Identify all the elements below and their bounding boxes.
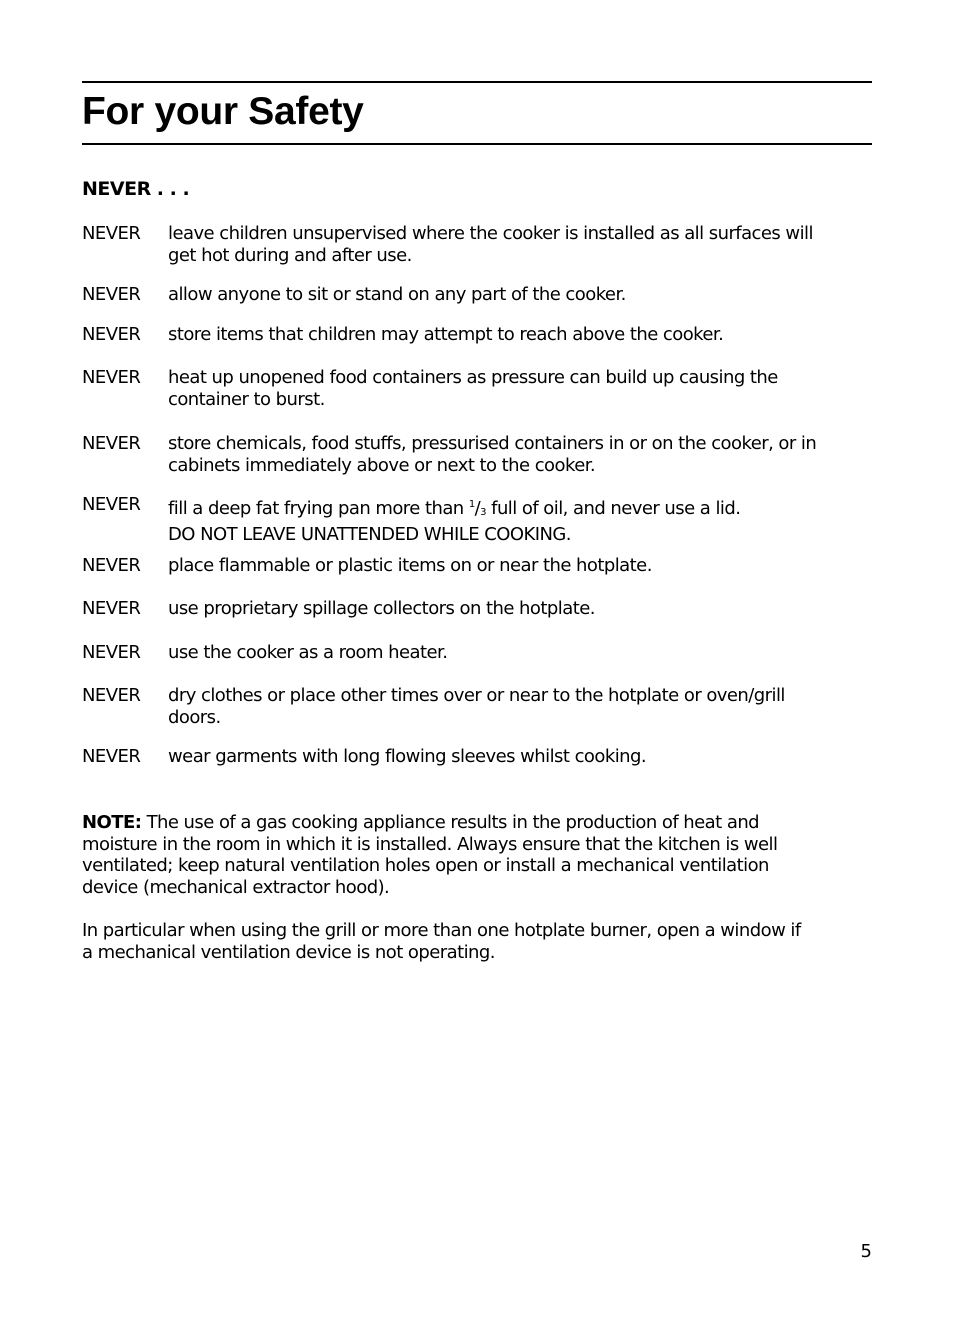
item-line: allow anyone to sit or stand on any part of the cooker.: [168, 284, 626, 305]
item-line: wear garments with long flowing sleeves whilst cooking.: [168, 746, 647, 767]
fraction-numerator: 1: [468, 499, 475, 510]
item-line: container to burst.: [168, 389, 325, 410]
item-text: [168, 324, 872, 346]
note-line: [82, 812, 872, 834]
item-line: store chemicals, food stuffs, pressurised containers in or on the cooker, or in: [168, 433, 817, 454]
note-line: ventilated; keep natural ventilation holes open or install a mechanical ventilation: [82, 855, 769, 876]
note-paragraph: [82, 812, 872, 898]
item-line: heat up unopened food containers as pressure can build up causing the: [168, 367, 778, 388]
item-label: NEVER: [82, 494, 141, 515]
item-label: NEVER: [82, 284, 141, 305]
item-text: [168, 494, 872, 546]
item-text: [168, 367, 872, 411]
title-rule-bottom: [82, 143, 872, 145]
particular-line: In particular when using the grill or more than one hotplate burner, open a window if: [82, 920, 801, 941]
item-label: NEVER: [82, 324, 141, 345]
page-title: For your Safety: [82, 90, 364, 133]
item-line-part: full of oil, and never use a lid.: [491, 498, 741, 519]
item-label: NEVER: [82, 433, 141, 454]
item-line: store items that children may attempt to reach above the cooker.: [168, 324, 724, 345]
item-label: NEVER: [82, 555, 141, 576]
item-line: dry clothes or place other times over or near to the hotplate or oven/grill: [168, 685, 785, 706]
fraction-denominator: 3: [480, 507, 486, 518]
item-line: [168, 494, 872, 524]
fraction-slash: /: [474, 498, 481, 519]
item-label: NEVER: [82, 223, 141, 244]
section-heading: NEVER . . .: [82, 178, 190, 200]
item-line: place flammable or plastic items on or near the hotplate.: [168, 555, 652, 576]
item-text: [168, 555, 872, 577]
item-label: NEVER: [82, 367, 141, 388]
page-number: 5: [860, 1241, 872, 1262]
item-line: doors.: [168, 707, 221, 728]
item-line: use the cooker as a room heater.: [168, 642, 448, 663]
item-line: use proprietary spillage collectors on the hotplate.: [168, 598, 595, 619]
note-line: moisture in the room in which it is installed. Always ensure that the kitchen is well: [82, 833, 778, 855]
item-line-part: fill a deep fat frying pan more than: [168, 498, 464, 519]
item-text: [168, 685, 872, 729]
item-line: leave children unsupervised where the cooker is installed as all surfaces will: [168, 223, 813, 244]
item-line: get hot during and after use.: [168, 245, 412, 266]
particular-paragraph: [82, 920, 872, 963]
item-text: [168, 746, 872, 768]
item-label: NEVER: [82, 746, 141, 767]
item-label: NEVER: [82, 598, 141, 619]
item-text: [168, 284, 872, 306]
particular-line: a mechanical ventilation device is not operating.: [82, 941, 495, 963]
item-text: [168, 433, 872, 477]
note-text: The use of a gas cooking appliance results in the production of heat and: [146, 812, 760, 833]
item-line: cabinets immediately above or next to the cooker.: [168, 455, 596, 476]
item-text: [168, 598, 872, 620]
note-label: NOTE:: [82, 812, 142, 833]
item-text: [168, 642, 872, 664]
item-label: NEVER: [82, 642, 141, 663]
title-rule-top: [82, 81, 872, 83]
note-line: device (mechanical extractor hood).: [82, 876, 390, 898]
item-line-warning: DO NOT LEAVE UNATTENDED WHILE COOKING.: [168, 524, 571, 545]
item-label: NEVER: [82, 685, 141, 706]
item-text: [168, 223, 872, 267]
